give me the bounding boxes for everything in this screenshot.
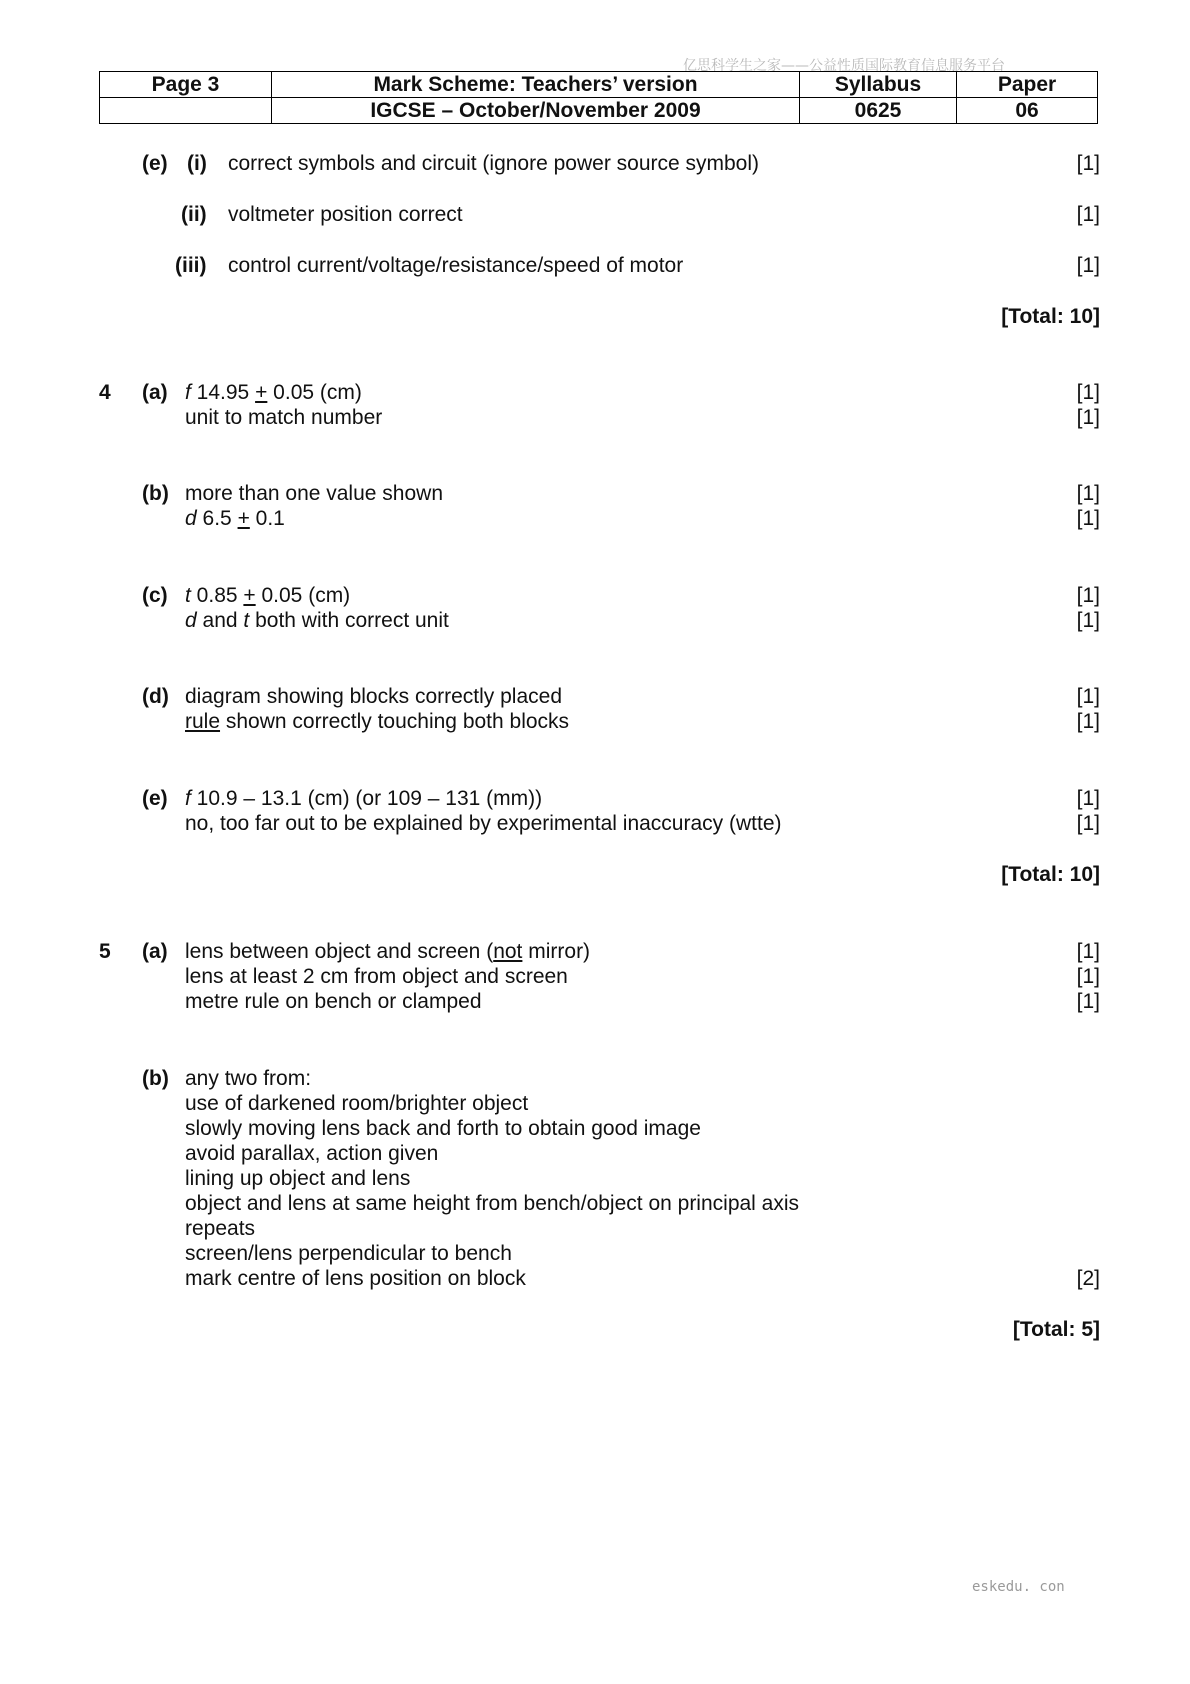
q4b-marks xyxy=(1077,481,1100,531)
q3-item-mark: [1] xyxy=(1076,152,1100,175)
q4a-answer xyxy=(185,380,382,430)
q4b-label: (b) xyxy=(142,482,169,505)
mark: [1] xyxy=(1076,482,1100,505)
watermark-site: eskedu. con xyxy=(972,1579,1065,1595)
q4d-text: shown correctly touching both blocks xyxy=(220,710,570,733)
q4e-line-2: no, too far out to be explained by experimental inaccuracy (wtte) xyxy=(185,812,782,835)
header-empty-cell xyxy=(100,98,272,124)
q5a-marks xyxy=(1077,939,1100,1014)
q5b-line: repeats xyxy=(185,1217,256,1240)
q4c-marks xyxy=(1077,583,1100,633)
mark: [1] xyxy=(1076,584,1100,607)
plus-minus-sign: + xyxy=(255,381,268,404)
mark: [1] xyxy=(1076,787,1100,810)
q4a-line-2: unit to match number xyxy=(185,406,383,429)
q4c-unit-text: both with correct unit xyxy=(249,609,449,632)
q4a-marks xyxy=(1077,380,1100,430)
mark: [1] xyxy=(1076,507,1100,530)
q3-item-text: correct symbols and circuit (ignore power source symbol) xyxy=(228,152,760,175)
q5b-line: avoid parallax, action given xyxy=(185,1142,439,1165)
q3-item-mark: [1] xyxy=(1076,254,1100,277)
q4b-value: 6.5 xyxy=(196,507,238,530)
q3-item-number: (iii) xyxy=(175,254,207,277)
document-title: Mark Scheme: Teachers’ version xyxy=(272,72,800,98)
q5b-line: slowly moving lens back and forth to obtain good image xyxy=(185,1117,701,1140)
q4e-line-1 xyxy=(185,786,782,811)
q5a-text: lens between object and screen ( xyxy=(185,940,494,963)
exam-session: IGCSE – October/November 2009 xyxy=(272,98,800,124)
q5b-line: mark centre of lens position on block xyxy=(185,1267,526,1290)
q4d-marks xyxy=(1077,684,1100,734)
q5b-line: object and lens at same height from bench/object on principal axis xyxy=(185,1192,800,1215)
q4a-line-1 xyxy=(185,380,382,405)
q4-total: [Total: 10] xyxy=(1001,863,1100,886)
q4c-label: (c) xyxy=(142,584,168,607)
q4a-value: 14.95 xyxy=(190,381,256,404)
paper-label: Paper xyxy=(957,72,1098,98)
mark: [1] xyxy=(1076,965,1100,988)
q5a-answer xyxy=(185,939,590,1014)
q4e-label: (e) xyxy=(142,787,168,810)
header-table xyxy=(99,71,1098,124)
q4d-line-2 xyxy=(185,709,569,734)
mark: [1] xyxy=(1076,685,1100,708)
mark: [1] xyxy=(1076,381,1100,404)
q5a-line-1 xyxy=(185,939,590,964)
q4e-range: 10.9 – 13.1 (cm) (or 109 – 131 (mm)) xyxy=(190,787,543,810)
variable-d: d xyxy=(185,609,197,632)
q4c-line-2 xyxy=(185,608,449,633)
q4e-answer xyxy=(185,786,782,836)
q5-total: [Total: 5] xyxy=(1012,1318,1100,1341)
rule-word: rule xyxy=(185,710,221,733)
q4b-answer xyxy=(185,481,443,531)
mark: [1] xyxy=(1076,406,1100,429)
q4b-line-1: more than one value shown xyxy=(185,482,443,505)
q4b-tolerance: 0.1 xyxy=(249,507,285,530)
syllabus-code: 0625 xyxy=(800,98,957,124)
q4a-tolerance: 0.05 (cm) xyxy=(267,381,362,404)
paper-number: 06 xyxy=(957,98,1098,124)
q5b-line: screen/lens perpendicular to bench xyxy=(185,1242,512,1265)
q4c-value: 0.85 xyxy=(190,584,244,607)
q5-number: 5 xyxy=(99,940,111,963)
q3-total: [Total: 10] xyxy=(1001,305,1100,328)
q5b-mark: [2] xyxy=(1076,1267,1100,1290)
variable-f: f xyxy=(185,381,191,404)
q4c-line-1 xyxy=(185,583,449,608)
q4-number: 4 xyxy=(99,381,111,404)
q4c-tolerance: 0.05 (cm) xyxy=(255,584,351,607)
q3-item-number: (i) xyxy=(187,152,207,175)
q5a-text-end: mirror) xyxy=(522,940,591,963)
not-word: not xyxy=(493,940,523,963)
mark: [1] xyxy=(1076,710,1100,733)
mark: [1] xyxy=(1076,990,1100,1013)
q3-item-number: (ii) xyxy=(181,203,207,226)
q3-part-label: (e) xyxy=(142,152,168,175)
q4d-line-1: diagram showing blocks correctly placed xyxy=(185,685,563,708)
q5a-line-3: metre rule on bench or clamped xyxy=(185,990,482,1013)
watermark-text: 亿思科学生之家——公益性质国际教育信息服务平台 xyxy=(683,58,1005,74)
q3-item-mark: [1] xyxy=(1076,203,1100,226)
variable-t: t xyxy=(185,584,191,607)
plus-minus-sign: + xyxy=(243,584,256,607)
variable-f: f xyxy=(185,787,191,810)
q5b-answer xyxy=(185,1066,799,1291)
q4c-and: and xyxy=(196,609,244,632)
q3-item-text: control current/voltage/resistance/speed of motor xyxy=(228,254,684,277)
q3-item-text: voltmeter position correct xyxy=(228,203,463,226)
q5b-label: (b) xyxy=(142,1067,169,1090)
q5b-line: lining up object and lens xyxy=(185,1167,411,1190)
q5b-line: any two from: xyxy=(185,1067,312,1090)
q5b-line: use of darkened room/brighter object xyxy=(185,1092,529,1115)
syllabus-label: Syllabus xyxy=(800,72,957,98)
mark: [1] xyxy=(1076,812,1100,835)
q4e-marks xyxy=(1077,786,1100,836)
q5a-line-2: lens at least 2 cm from object and screen xyxy=(185,965,568,988)
q4c-answer xyxy=(185,583,449,633)
q5a-label: (a) xyxy=(142,940,168,963)
q4b-line-2 xyxy=(185,506,443,531)
variable-t: t xyxy=(243,609,250,632)
variable-d: d xyxy=(185,507,197,530)
plus-minus-sign: + xyxy=(237,507,250,530)
q4d-answer xyxy=(185,684,569,734)
mark: [1] xyxy=(1076,940,1100,963)
q4d-label: (d) xyxy=(142,685,169,708)
mark: [1] xyxy=(1076,609,1100,632)
q4a-label: (a) xyxy=(142,381,168,404)
page-number: Page 3 xyxy=(100,72,272,98)
